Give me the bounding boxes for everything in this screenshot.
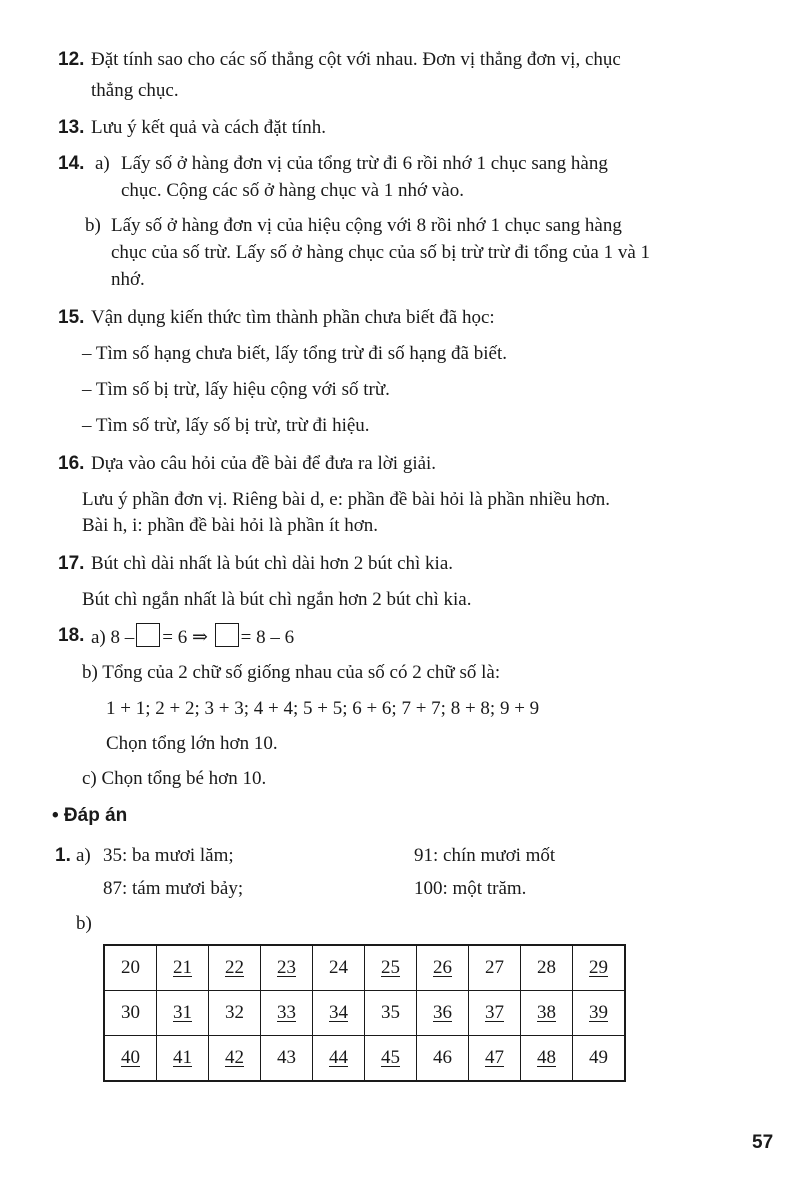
item-14-a-line2: chục. Cộng các số ở hàng chục và 1 nhớ vào. [121, 180, 464, 201]
item-18-a-part1: 8 – [110, 627, 135, 648]
item-18-b-line1: b) Tổng của 2 chữ số giống nhau của số có 2 chữ số là: [82, 662, 501, 683]
item-18-c-line: c) Chọn tổng bé hơn 10. [82, 768, 267, 789]
page-number: 57 [752, 1132, 774, 1153]
table-cell: 48 [521, 1036, 573, 1082]
table-cell: 45 [365, 1036, 417, 1082]
table-cell: 39 [573, 991, 626, 1036]
number-table [103, 944, 626, 1082]
item-18-a-part3: = 8 – 6 [240, 627, 295, 648]
table-cell: 47 [469, 1036, 521, 1082]
item-15-bullet2: – Tìm số bị trừ, lấy hiệu cộng với số trừ. [82, 379, 390, 400]
item-18-b-line2: 1 + 1; 2 + 2; 3 + 3; 4 + 4; 5 + 5; 6 + 6; 7 + 7; 8 + 8; 9 + 9 [106, 698, 540, 719]
answer-1-number: 1. [55, 845, 71, 866]
table-cell: 32 [209, 991, 261, 1036]
item-15-bullet1: – Tìm số hạng chưa biết, lấy tổng trừ đi số hạng đã biết. [82, 343, 507, 364]
item-18-number: 18. [58, 625, 85, 646]
answers-heading: • Đáp án [52, 805, 128, 826]
table-row [104, 1036, 625, 1082]
table-cell: 26 [417, 945, 469, 991]
table-cell: 40 [104, 1036, 157, 1082]
item-12-number: 12. [58, 49, 85, 70]
item-13-line1: Lưu ý kết quả và cách đặt tính. [91, 117, 327, 138]
item-12-line2: thẳng chục. [91, 80, 179, 101]
item-17-line1: Bút chì dài nhất là bút chì dài hơn 2 bút chì kia. [91, 553, 454, 574]
item-16-line2: Lưu ý phần đơn vị. Riêng bài d, e: phần đề bài hỏi là phần nhiều hơn. [82, 489, 610, 510]
table-cell: 28 [521, 945, 573, 991]
answer-1-r2c2: 100: một trăm. [414, 878, 527, 899]
item-16-line3: Bài h, i: phần đề bài hỏi là phần ít hơn. [82, 515, 379, 536]
answer-1-b-label: b) [76, 913, 92, 934]
table-cell: 36 [417, 991, 469, 1036]
answer-1-a-label: a) [76, 845, 91, 866]
table-cell: 35 [365, 991, 417, 1036]
table-cell: 46 [417, 1036, 469, 1082]
item-14-b-line1: Lấy số ở hàng đơn vị của hiệu cộng với 8 rồi nhớ 1 chục sang hàng [111, 215, 622, 236]
item-14-a-line1: Lấy số ở hàng đơn vị của tổng trừ đi 6 rồi nhớ 1 chục sang hàng [121, 153, 608, 174]
table-cell: 42 [209, 1036, 261, 1082]
item-13-number: 13. [58, 117, 85, 138]
table-cell: 30 [104, 991, 157, 1036]
table-cell: 31 [157, 991, 209, 1036]
table-cell: 24 [313, 945, 365, 991]
table-cell: 43 [261, 1036, 313, 1082]
item-16-line1: Dựa vào câu hỏi của đề bài để đưa ra lời giải. [91, 453, 437, 474]
blank-box [136, 623, 160, 647]
item-14-b-line3: nhớ. [111, 269, 145, 290]
item-14-b-line2: chục của số trừ. Lấy số ở hàng chục của số bị trừ trừ đi tổng của 1 và 1 [111, 242, 651, 263]
answer-1-r1c2: 91: chín mươi mốt [414, 845, 556, 866]
table-cell: 22 [209, 945, 261, 991]
item-15-number: 15. [58, 307, 85, 328]
answer-1-r1c1: 35: ba mươi lăm; [103, 845, 234, 866]
blank-box [215, 623, 239, 647]
item-17-number: 17. [58, 553, 85, 574]
table-cell: 34 [313, 991, 365, 1036]
item-15-bullet3: – Tìm số trừ, lấy số bị trừ, trừ đi hiệu. [82, 415, 370, 436]
table-cell: 25 [365, 945, 417, 991]
table-row [104, 991, 625, 1036]
item-14-number: 14. [58, 153, 85, 174]
table-cell: 23 [261, 945, 313, 991]
table-cell: 44 [313, 1036, 365, 1082]
table-cell: 38 [521, 991, 573, 1036]
item-18-a-equation [91, 623, 294, 651]
table-cell: 27 [469, 945, 521, 991]
item-18-b-line3: Chọn tổng lớn hơn 10. [106, 733, 278, 754]
item-16-number: 16. [58, 453, 85, 474]
item-14-a-label: a) [95, 153, 110, 174]
item-18-a-part2: = 6 ⇒ [162, 627, 208, 648]
table-cell: 21 [157, 945, 209, 991]
item-17-line2: Bút chì ngắn nhất là bút chì ngắn hơn 2 bút chì kia. [82, 589, 472, 610]
item-15-line1: Vận dụng kiến thức tìm thành phần chưa biết đã học: [91, 307, 495, 328]
table-cell: 49 [573, 1036, 626, 1082]
table-row [104, 945, 625, 991]
table-cell: 33 [261, 991, 313, 1036]
table-cell: 37 [469, 991, 521, 1036]
table-cell: 29 [573, 945, 626, 991]
item-14-b-label: b) [85, 215, 101, 236]
item-12-line1: Đặt tính sao cho các số thẳng cột với nhau. Đơn vị thẳng đơn vị, chục [91, 49, 621, 70]
table-cell: 41 [157, 1036, 209, 1082]
item-18-a-label: a) [91, 627, 106, 648]
table-cell: 20 [104, 945, 157, 991]
answer-1-r2c1: 87: tám mươi bảy; [103, 878, 244, 899]
